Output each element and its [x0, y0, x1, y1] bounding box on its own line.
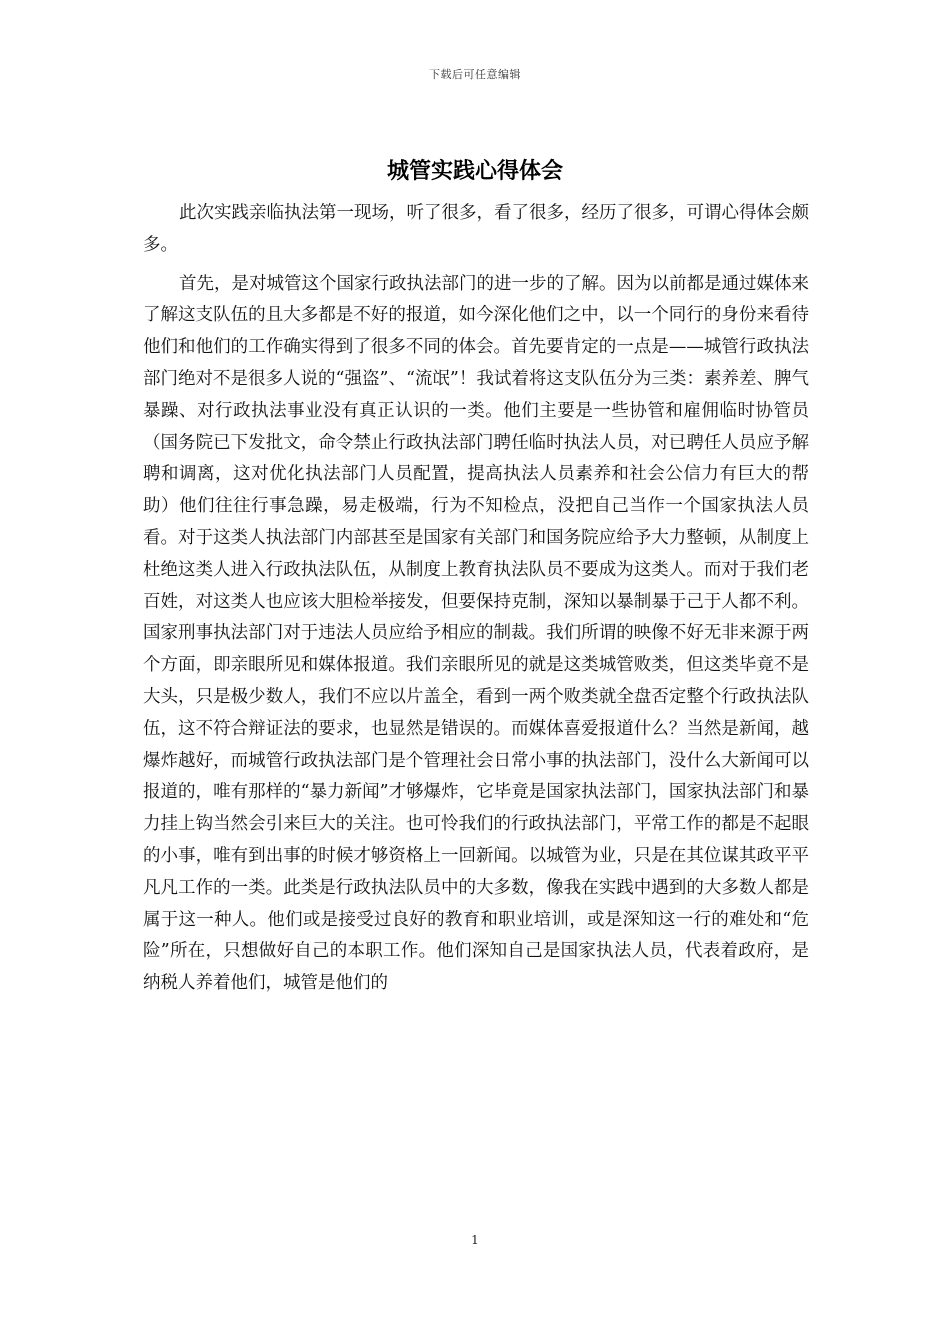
paragraph-main: 首先，是对城管这个国家行政执法部门的进一步的了解。因为以前都是通过媒体来了解这支队伍的且大多都是不好的报道，如今深化他们之中，以一个同行的身份来看待他们和他们的工作确实得到了很多不同的体会。首先要肯定的一点是——城管行政执法部门绝对不是很多人说的“强盗”、“流氓”！我试着将这支队伍分为三类：素养差、脾气暴躁、对行政执法事业没有真正认识的一类。他们主要是一些协管和雇佣临时协管员（国务院已下发批文，命令禁止行政执法部门聘任临时执法人员，对已聘任人员应予解聘和调离，这对优化执法部门人员配置，提高执法人员素养和社会公信力有巨大的帮助）他们往往行事急躁，易走极端，行为不知检点，没把自己当作一个国家执法人员看。对于这类人执法部门内部甚至是国家有关部门和国务院应给予大力整顿，从制度上杜绝这类人进入行政执法队伍，从制度上教育执法队员不要成为这类人。而对于我们老百姓，对这类人也应该大胆检举接发，但要保持克制，深知以暴制暴于己于人都不利。国家刑事执法部门对于违法人员应给予相应的制裁。我们所谓的映像不好无非来源于两个方面，即亲眼所见和媒体报道。我们亲眼所见的就是这类城管败类，但这类毕竟不是大头，只是极少数人，我们不应以片盖全，看到一两个败类就全盘否定整个行政执法队伍，这不符合辩证法的要求，也显然是错误的。而媒体喜爱报道什么？当然是新闻，越爆炸越好，而城管行政执法部门是个管理社会日常小事的执法部门，没什么大新闻可以报道的，唯有那样的“暴力新闻”才够爆炸，它毕竟是国家执法部门，国家执法部门和暴力挂上钩当然会引来巨大的关注。也可怜我们的行政执法部门，平常工作的都是不起眼的小事，唯有到出事的时候才够资格上一回新闻。以城管为业，只是在其位谋其政平平凡凡工作的一类。此类是行政执法队员中的大多数，像我在实践中遇到的大多数人都是属于这一种人。他们或是接受过良好的教育和职业培训，或是深知这一行的难处和“危险”所在，只想做好自己的本职工作。他们深知自己是国家执法人员，代表着政府，是纳税人养着他们，城管是他们的 [143, 273, 809, 994]
document-body [143, 198, 809, 1007]
paragraph-intro: 此次实践亲临执法第一现场，听了很多，看了很多，经历了很多，可谓心得体会颇多。 [143, 203, 809, 255]
page-number: 1 [471, 1233, 479, 1247]
page-header-note: 下载后可任意编辑 [429, 68, 521, 81]
document-title: 城管实践心得体会 [386, 158, 563, 184]
